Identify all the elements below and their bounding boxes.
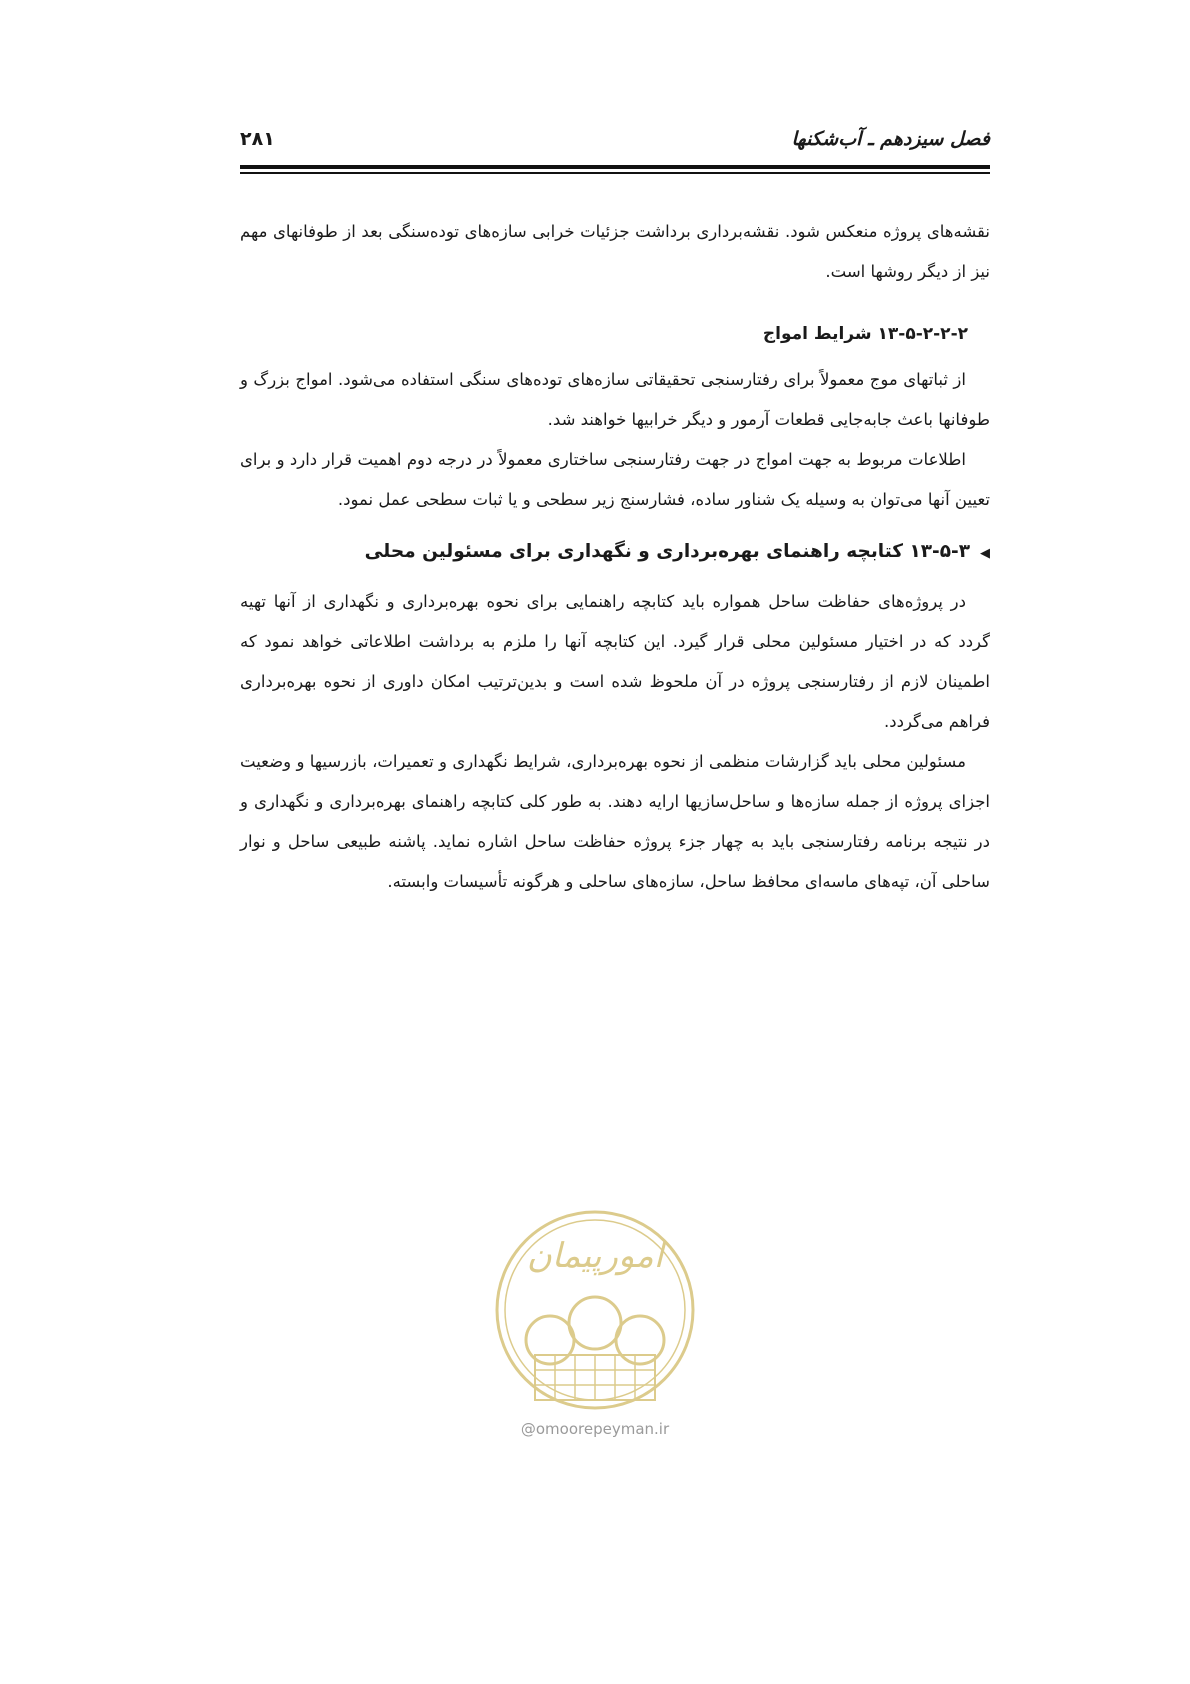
paragraph-1: نقشه‌های پروژه منعکس شود. نقشه‌برداری برداشت جزئیات خرابی سازه‌های توده‌سنگی بعد از طوفانهای مهم نیز از دیگر روشها است. [240,222,990,281]
watermark-logo [490,1205,700,1415]
page-content [240,212,990,902]
paragraph-5: مسئولین محلی باید گزارشات منظمی از نحوه بهره‌برداری، شرایط نگهداری و تعمیرات، بازرسیها و وضعیت اجزای پروژه از جمله سازه‌ها و ساحل‌سازیها ارایه دهند. به طور کلی کتابچه راهنمای بهره‌برداری و نگهداری و در نتیجه برنامه رفتارسنجی باید به چهار جزء پروژه حفاظت ساحل اشاره نماید. پاشنه طبیعی ساحل و نوار ساحلی آن، تپه‌های ماسه‌ای محافظ ساحل، سازه‌های ساحلی و هرگونه تأسیسات وابسته. [240,752,990,891]
paragraph-2: از ثباتهای موج معمولاً برای رفتارسنجی تحقیقاتی سازه‌های توده‌های سنگی استفاده می‌شود. امواج بزرگ و طوفانها باعث جابه‌جایی قطعات آرمور و دیگر خرابیها خواهند شد. [240,370,990,429]
section-heading-manual [240,532,990,574]
paragraph-4: در پروژه‌های حفاظت ساحل همواره باید کتابچه راهنمایی برای نحوه بهره‌برداری و نگهداری از آنها تهیه گردد که در اختیار مسئولین محلی قرار گیرد. این کتابچه آنها را ملزم به برداشت اطلاعاتی خواهد نمود که اطمینان لازم از رفتارسنجی پروژه در آن ملحوظ شده است و بدین‌ترتیب امکان داوری از نحوه بهره‌برداری فراهم می‌گردد. [240,592,990,731]
page-header [240,128,990,158]
chapter-title: فصل سیزدهم ـ آب‌شکنها [791,128,990,150]
paragraph-3: اطلاعات مربوط به جهت امواج در جهت رفتارسنجی ساختاری معمولاً در درجه دوم اهمیت قرار دارد و برای تعیین آنها می‌توان به وسیله یک شناور ساده، فشارسنج زیر سطحی و یا ثبات سطحی عمل نمود. [240,450,990,509]
section-heading-manual-text: ۱۳-۵-۳ کتابچه راهنمای بهره‌برداری و نگهداری برای مسئولین محلی [364,541,970,562]
section-heading-wave-conditions: ۱۳-۵-۲-۲-۲ شرایط امواج [762,324,968,344]
watermark-url: @omoorepeyman.ir [520,1420,670,1438]
page-number: ۲۸۱ [240,128,275,150]
header-rule-thin [240,172,990,174]
watermark-seal-icon [490,1205,700,1415]
header-rule-thick [240,165,990,169]
watermark-logo-text: امورپیمان [526,1236,664,1276]
bullet-arrow-icon: ◀ [980,546,990,561]
